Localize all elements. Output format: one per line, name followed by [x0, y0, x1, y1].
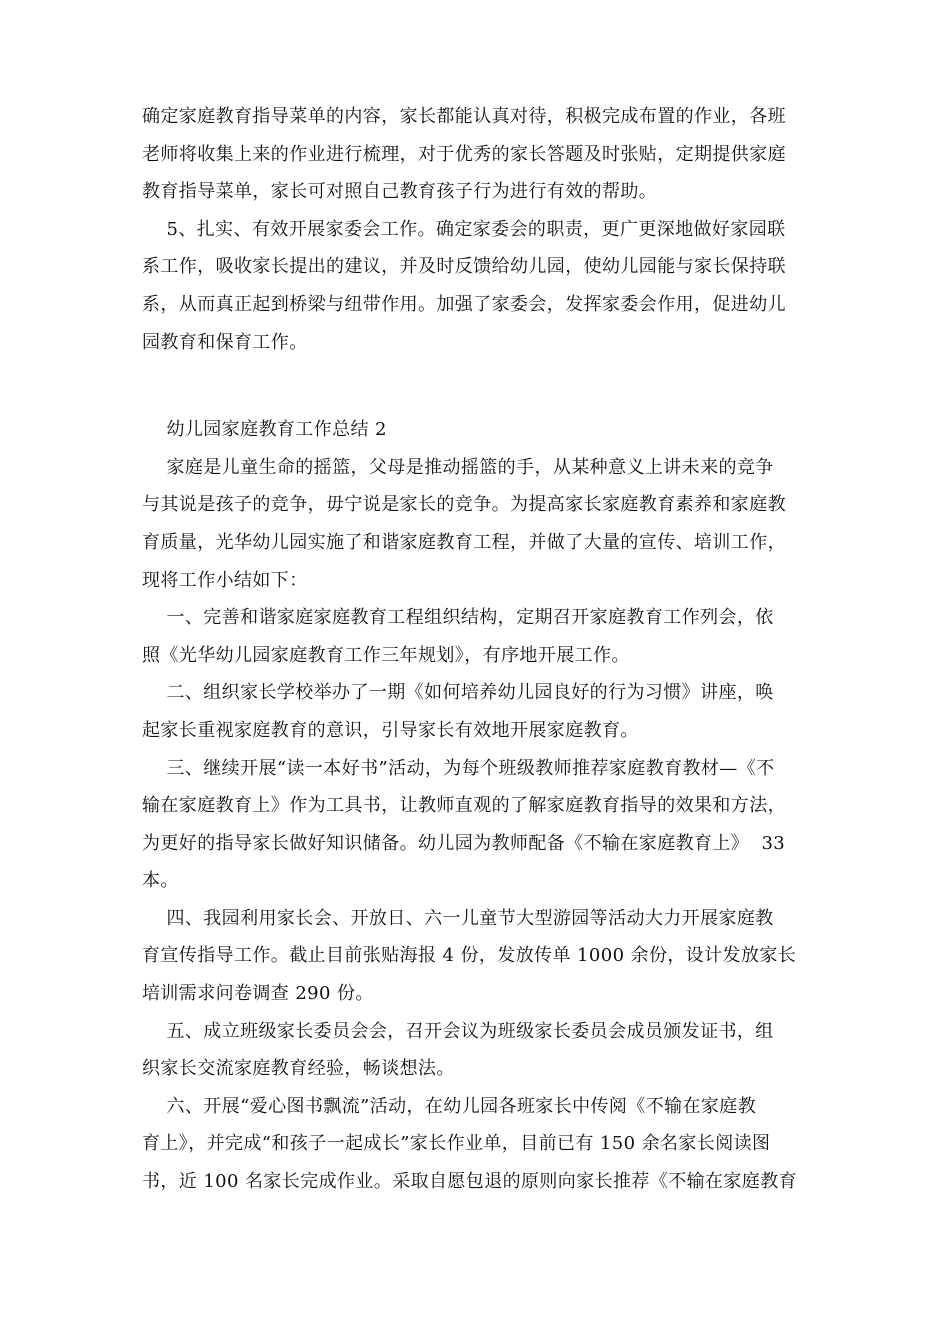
- section-title: 幼儿园家庭教育工作总结 2: [142, 419, 387, 441]
- text-line: 二、组织家长学校举办了一期《如何培养幼儿园良好的行为习惯》讲座，唤: [142, 682, 774, 704]
- text-line: 教育指导菜单，家长可对照自己教育孩子行为进行有效的帮助。: [142, 181, 658, 203]
- text-line: 5、扎实、有效开展家委会工作。确定家委会的职责，更广更深地做好家园联: [142, 218, 786, 240]
- item5-paragraph: [142, 211, 814, 361]
- point2-paragraph: [142, 674, 814, 749]
- text-line: 五、成立班级家长委员会会，召开会议为班级家长委员会成员颁发证书，组: [142, 1020, 774, 1042]
- text-line: 系，从而真正起到桥梁与纽带作用。加强了家委会，发挥家委会作用，促进幼儿: [142, 293, 786, 315]
- text-line: 育质量，光华幼儿园实施了和谐家庭教育工程，并做了大量的宣传、培训工作，: [142, 531, 786, 553]
- point5-paragraph: [142, 1013, 814, 1088]
- text-line: 四、我园利用家长会、开放日、六一儿童节大型游园等活动大力开展家庭教: [142, 907, 774, 929]
- text-line: 现将工作小结如下：: [142, 569, 308, 591]
- point4-paragraph: [142, 900, 814, 1013]
- text-line: 织家长交流家庭教育经验，畅谈想法。: [142, 1058, 455, 1080]
- section-spacer: [142, 361, 814, 411]
- text-line: 培训需求问卷调查 290 份。: [142, 983, 374, 1005]
- point3-paragraph: [142, 750, 814, 900]
- text-line: 园教育和保育工作。: [142, 331, 308, 353]
- text-line: 系工作，吸收家长提出的建议，并及时反馈给幼儿园，使幼儿园能与家长保持联: [142, 256, 786, 278]
- text-line: 起家长重视家庭教育的意识，引导家长有效地开展家庭教育。: [142, 719, 639, 741]
- text-line: 六、开展“爱心图书飘流”活动，在幼儿园各班家长中传阅《不输在家庭教: [142, 1095, 757, 1117]
- text-line: 照《光华幼儿园家庭教育工作三年规划》，有序地开展工作。: [142, 644, 630, 666]
- text-line: 输在家庭教育上》作为工具书，让教师直观的了解家庭教育指导的效果和方法，: [142, 795, 786, 817]
- text-line: 三、继续开展“读一本好书”活动，为每个班级教师推荐家庭教育教材—《不: [142, 757, 775, 779]
- document-body: [142, 98, 814, 1201]
- text-line: 书，近 100 名家长完成作业。采取自愿包退的原则向家长推荐《不输在家庭教育: [142, 1171, 797, 1193]
- summary-paragraph: [142, 449, 814, 599]
- text-line: 与其说是孩子的竞争，毋宁说是家长的竞争。为提高家长家庭教育素养和家庭教: [142, 494, 786, 516]
- text-line: 家庭是儿童生命的摇篮，父母是推动摇篮的手，从某种意义上讲未来的竞争: [142, 456, 774, 478]
- text-line: 确定家庭教育指导菜单的内容，家长都能认真对待，积极完成布置的作业，各班: [142, 106, 786, 127]
- text-line: 本。: [142, 870, 179, 892]
- text-line: 育上》，并完成“和孩子一起成长”家长作业单，目前已有 150 余名家长阅读图: [142, 1133, 771, 1155]
- text-line: 一、完善和谐家庭家庭教育工程组织结构，定期召开家庭教育工作列会，依: [142, 607, 774, 629]
- text-line: 为更好的指导家长做好知识储备。幼儿园为教师配备《不输在家庭教育上》 33: [142, 832, 786, 854]
- text-line: 老师将收集上来的作业进行梳理，对于优秀的家长答题及时张贴，定期提供家庭: [142, 143, 786, 165]
- intro-paragraph: [142, 98, 814, 211]
- point1-paragraph: [142, 599, 814, 674]
- text-line: 育宣传指导工作。截止目前张贴海报 4 份，发放传单 1000 余份，设计发放家长: [142, 945, 797, 967]
- point6-paragraph: [142, 1088, 814, 1201]
